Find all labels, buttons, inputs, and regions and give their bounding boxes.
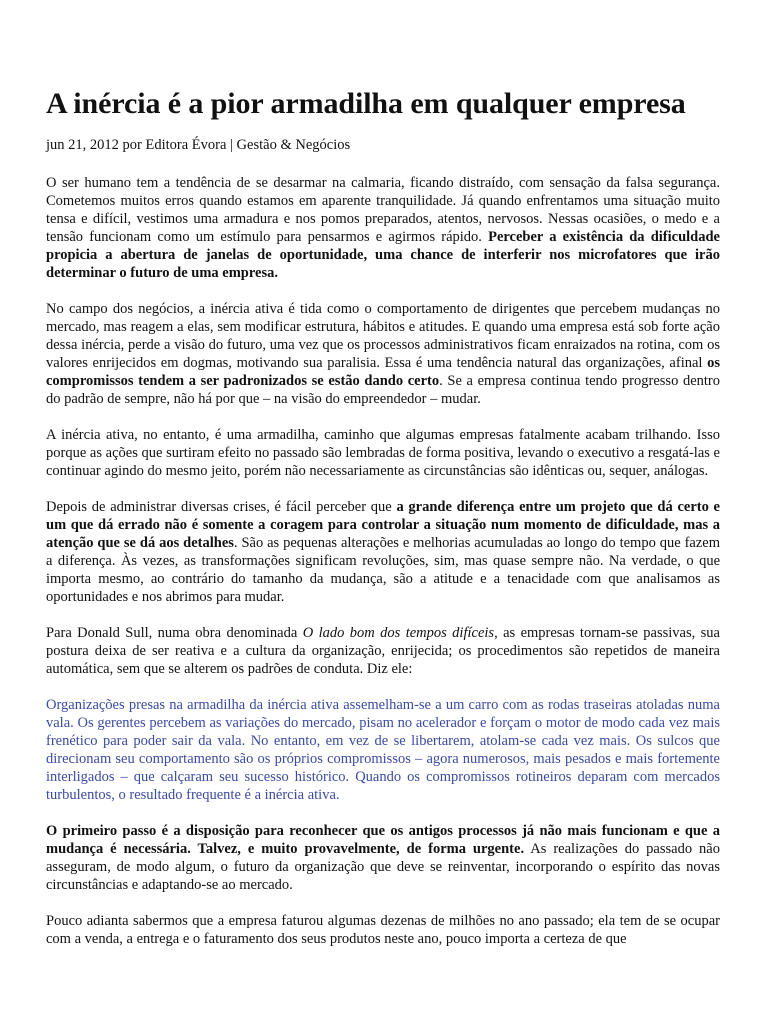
paragraph-6-bold: O primeiro passo é a disposição para reconhecer que os antigos processos já não mais funcionam e que a mudança é necessária. Talvez, e muito provavelmente, de forma urgente. [46,823,720,857]
paragraph-4-bold: a grande diferença entre um projeto que dá certo e um que dá errado não é somente a coragem para controlar a situação num momento de dificuldade, mas a atenção que se dá aos detalhes [46,499,720,551]
paragraph-5-text-a: Para Donald Sull, numa obra denominada [46,625,303,641]
paragraph-2-bold: os compromissos tendem a ser padronizados se estão dando certo [46,355,720,389]
paragraph-5-text-c: , as empresas tornam-se passivas, sua postura deixa de ser reativa e a cultura da organização, enrijecida; os procedimentos são repetidos de maneira automática, sem que se alterem os padrões de conduta. Diz ele: [46,625,720,677]
block-quote: Organizações presas na armadilha da inércia ativa assemelham-se a um carro com as rodas traseiras atoladas numa vala. Os gerentes percebem as variações do mercado, pisam no acelerador e forçam o motor de modo cada vez mais frenético para poder sair da vala. No entanto, em vez de se libertarem, atolam-se cada vez mais. Os sulcos que direcionam seu comportamento são os próprios compromissos – agora numerosos, mais pesados e mais fortemente interligados – que calçaram seu sucesso histórico. Quando os compromissos rotineiros deparam com mercados turbulentos, o resultado frequente é a inércia ativa. [46,697,720,803]
paragraph-1-text: O ser humano tem a tendência de se desarmar na calmaria, ficando distraído, com sensação da falsa segurança. Cometemos muitos erros quando estamos em aparente tranquilidade. Já quando enfrentamos uma situação muito tensa e difícil, vestimos uma armadura e nos pomos preparados, atentos, nervosos. Nessas ocasiões, o medo e a tensão funcionam como um estímulo para pensarmos e agirmos rápido. [46,175,720,245]
paragraph-6 [46,822,720,894]
article-title: A inércia é a pior armadilha em qualquer empresa [46,87,686,120]
paragraph-5 [46,624,720,678]
paragraph-4-text-a: Depois de administrar diversas crises, é fácil perceber que [46,499,397,515]
paragraph-6-text: As realizações do passado não asseguram, de modo algum, o futuro da organização que deve se reinventar, incorporando o espírito das novas circunstâncias e adaptando-se ao mercado. [46,841,720,893]
article-meta: jun 21, 2012 por Editora Évora | Gestão & Negócios [46,137,351,153]
paragraph-4-text-c: . São as pequenas alterações e melhorias acumuladas ao longo do tempo que fazem a diferença. Às vezes, as transformações significam revoluções, sim, mas quase sempre não. Na verdade, o que importa mesmo, ao contrário do tamanho da mudança, são a atitude e a tenacidade com que analisamos as oportunidades e nos abrimos para mudar. [46,535,720,605]
paragraph-3: A inércia ativa, no entanto, é uma armadilha, caminho que algumas empresas fatalmente acabam trilhando. Isso porque as ações que surtiram efeito no passado são lembradas de forma positiva, levando o executivo a resgatá-las e continuar agindo do mesmo jeito, porém não necessariamente as circunstâncias são idênticas ou, sequer, análogas. [46,427,720,479]
paragraph-7: Pouco adianta sabermos que a empresa faturou algumas dezenas de milhões no ano passado; ela tem de se ocupar com a venda, a entrega e o faturamento dos seus produtos neste ano, pouco importa a certeza de que [46,913,720,947]
paragraph-2-text-c: . Se a empresa continua tendo progresso dentro do padrão de sempre, não há por que – na visão do empreendedor – mudar. [46,373,720,407]
paragraph-2-text-a: No campo dos negócios, a inércia ativa é tida como o comportamento de dirigentes que percebem mudanças no mercado, mas reagem a elas, sem modificar estrutura, hábitos e atitudes. E quando uma empresa está sob forte ação dessa inércia, perde a visão do futuro, uma vez que os processos administrativos ficam enraizados na rotina, com os valores enrijecidos em dogmas, motivando sua paralisia. Essa é uma tendência natural das organizações, afinal [46,301,720,371]
paragraph-1-bold: Perceber a existência da dificuldade propicia a abertura de janelas de oportunidade, uma chance de interferir nos microfatores que irão determinar o futuro de uma empresa. [46,229,720,281]
paragraph-4 [46,498,720,606]
paragraph-2 [46,300,720,408]
paragraph-1 [46,174,720,282]
book-title: O lado bom dos tempos difíceis [302,625,495,641]
